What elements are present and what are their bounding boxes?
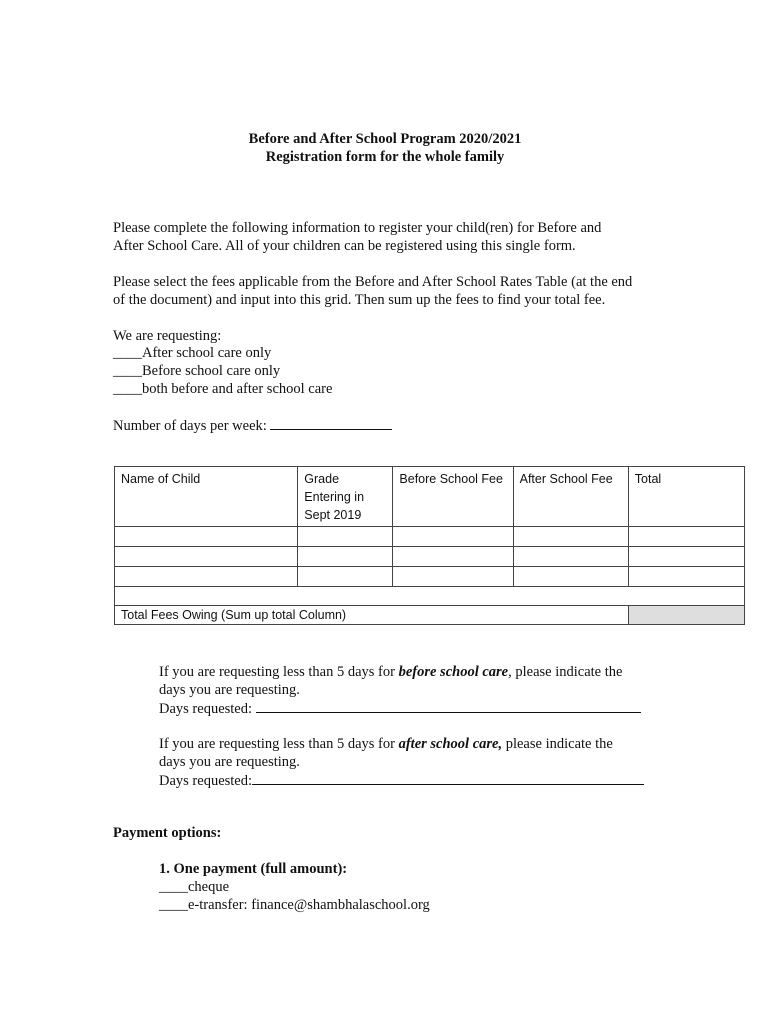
table-row <box>115 547 745 567</box>
header-grade <box>298 467 393 527</box>
header-name-of-child: Name of Child <box>115 467 298 527</box>
table-row <box>115 567 745 587</box>
after-care-request-line-2: days you are requesting. <box>159 754 300 770</box>
cell-total[interactable] <box>628 547 744 567</box>
spacer-cell <box>115 587 745 606</box>
before-request-pre: If you are requesting less than 5 days for <box>159 664 399 680</box>
payment-etransfer-option[interactable] <box>159 896 430 914</box>
after-care-request-line-1 <box>159 735 613 753</box>
cell-grade[interactable] <box>298 547 393 567</box>
after-request-emphasis: after school care, <box>398 736 503 752</box>
header-grade-line-1: Grade <box>304 472 340 486</box>
cell-child-name[interactable] <box>115 567 298 587</box>
table-total-row <box>115 606 745 625</box>
payment-options-heading: Payment options: <box>113 825 222 841</box>
option-blank[interactable]: ____ <box>159 897 188 913</box>
cell-before-fee[interactable] <box>393 567 513 587</box>
cell-grade[interactable] <box>298 567 393 587</box>
after-days-requested-label: Days requested: <box>159 773 253 789</box>
header-grade-line-3: Sept 2019 <box>304 508 362 522</box>
cell-total[interactable] <box>628 567 744 587</box>
option-before-only[interactable] <box>113 362 280 380</box>
after-days-requested-field[interactable] <box>252 771 644 785</box>
table-header-row <box>115 467 745 527</box>
header-before-school-fee: Before School Fee <box>393 467 513 527</box>
after-request-post: please indicate the <box>502 736 613 752</box>
header-after-school-fee: After School Fee <box>513 467 628 527</box>
etransfer-label: e-transfer: finance@shambhalaschool.org <box>188 897 430 913</box>
option-label: Before school care only <box>142 363 281 379</box>
cell-grade[interactable] <box>298 527 393 547</box>
form-title: Before and After School Program 2020/2021 <box>248 131 522 147</box>
option-blank[interactable]: ____ <box>159 879 188 895</box>
cell-child-name[interactable] <box>115 527 298 547</box>
payment-cheque-option[interactable] <box>159 878 229 896</box>
form-subtitle: Registration form for the whole family <box>265 149 505 165</box>
cell-before-fee[interactable] <box>393 547 513 567</box>
days-per-week-label: Number of days per week: <box>113 418 271 434</box>
before-days-requested-label: Days requested: <box>159 701 256 717</box>
payment-option-one-heading: 1. One payment (full amount): <box>159 861 348 877</box>
total-fees-label: Total Fees Owing (Sum up total Column) <box>115 606 629 625</box>
cell-total[interactable] <box>628 527 744 547</box>
intro-paragraph-2-line-1: Please select the fees applicable from the Before and After School Rates Table (at the end <box>113 274 633 290</box>
before-care-request-line-2: days you are requesting. <box>159 682 300 698</box>
option-blank[interactable]: ____ <box>113 363 142 379</box>
requesting-heading: We are requesting: <box>113 328 222 344</box>
total-fees-cell[interactable] <box>628 606 744 625</box>
before-request-emphasis: before school care <box>398 664 509 680</box>
days-per-week-field[interactable] <box>270 416 392 430</box>
after-request-pre: If you are requesting less than 5 days for <box>159 736 399 752</box>
cell-after-fee[interactable] <box>513 527 628 547</box>
intro-paragraph-2-line-2: of the document) and input into this grid. Then sum up the fees to find your total fee. <box>113 292 606 308</box>
registration-table <box>114 466 745 625</box>
option-label: both before and after school care <box>142 381 333 397</box>
cell-before-fee[interactable] <box>393 527 513 547</box>
table-spacer-row <box>115 587 745 606</box>
option-blank[interactable]: ____ <box>113 381 142 397</box>
before-request-post: , please indicate the <box>508 664 623 680</box>
before-days-requested-field[interactable] <box>256 699 641 713</box>
intro-paragraph-1-line-2: After School Care. All of your children can be registered using this single form. <box>113 238 576 254</box>
cell-child-name[interactable] <box>115 547 298 567</box>
cell-after-fee[interactable] <box>513 567 628 587</box>
after-days-requested-row <box>159 771 644 790</box>
option-label: After school care only <box>142 345 272 361</box>
before-care-request-line-1 <box>159 663 622 681</box>
days-per-week-row <box>113 416 392 435</box>
intro-paragraph-1-line-1: Please complete the following information to register your child(ren) for Before and <box>113 220 602 236</box>
table-row <box>115 527 745 547</box>
option-blank[interactable]: ____ <box>113 345 142 361</box>
header-total: Total <box>628 467 744 527</box>
cheque-label: cheque <box>188 879 230 895</box>
option-both[interactable] <box>113 380 332 398</box>
before-days-requested-row <box>159 699 641 718</box>
header-grade-line-2: Entering in <box>304 490 365 504</box>
option-after-only[interactable] <box>113 344 271 362</box>
cell-after-fee[interactable] <box>513 547 628 567</box>
